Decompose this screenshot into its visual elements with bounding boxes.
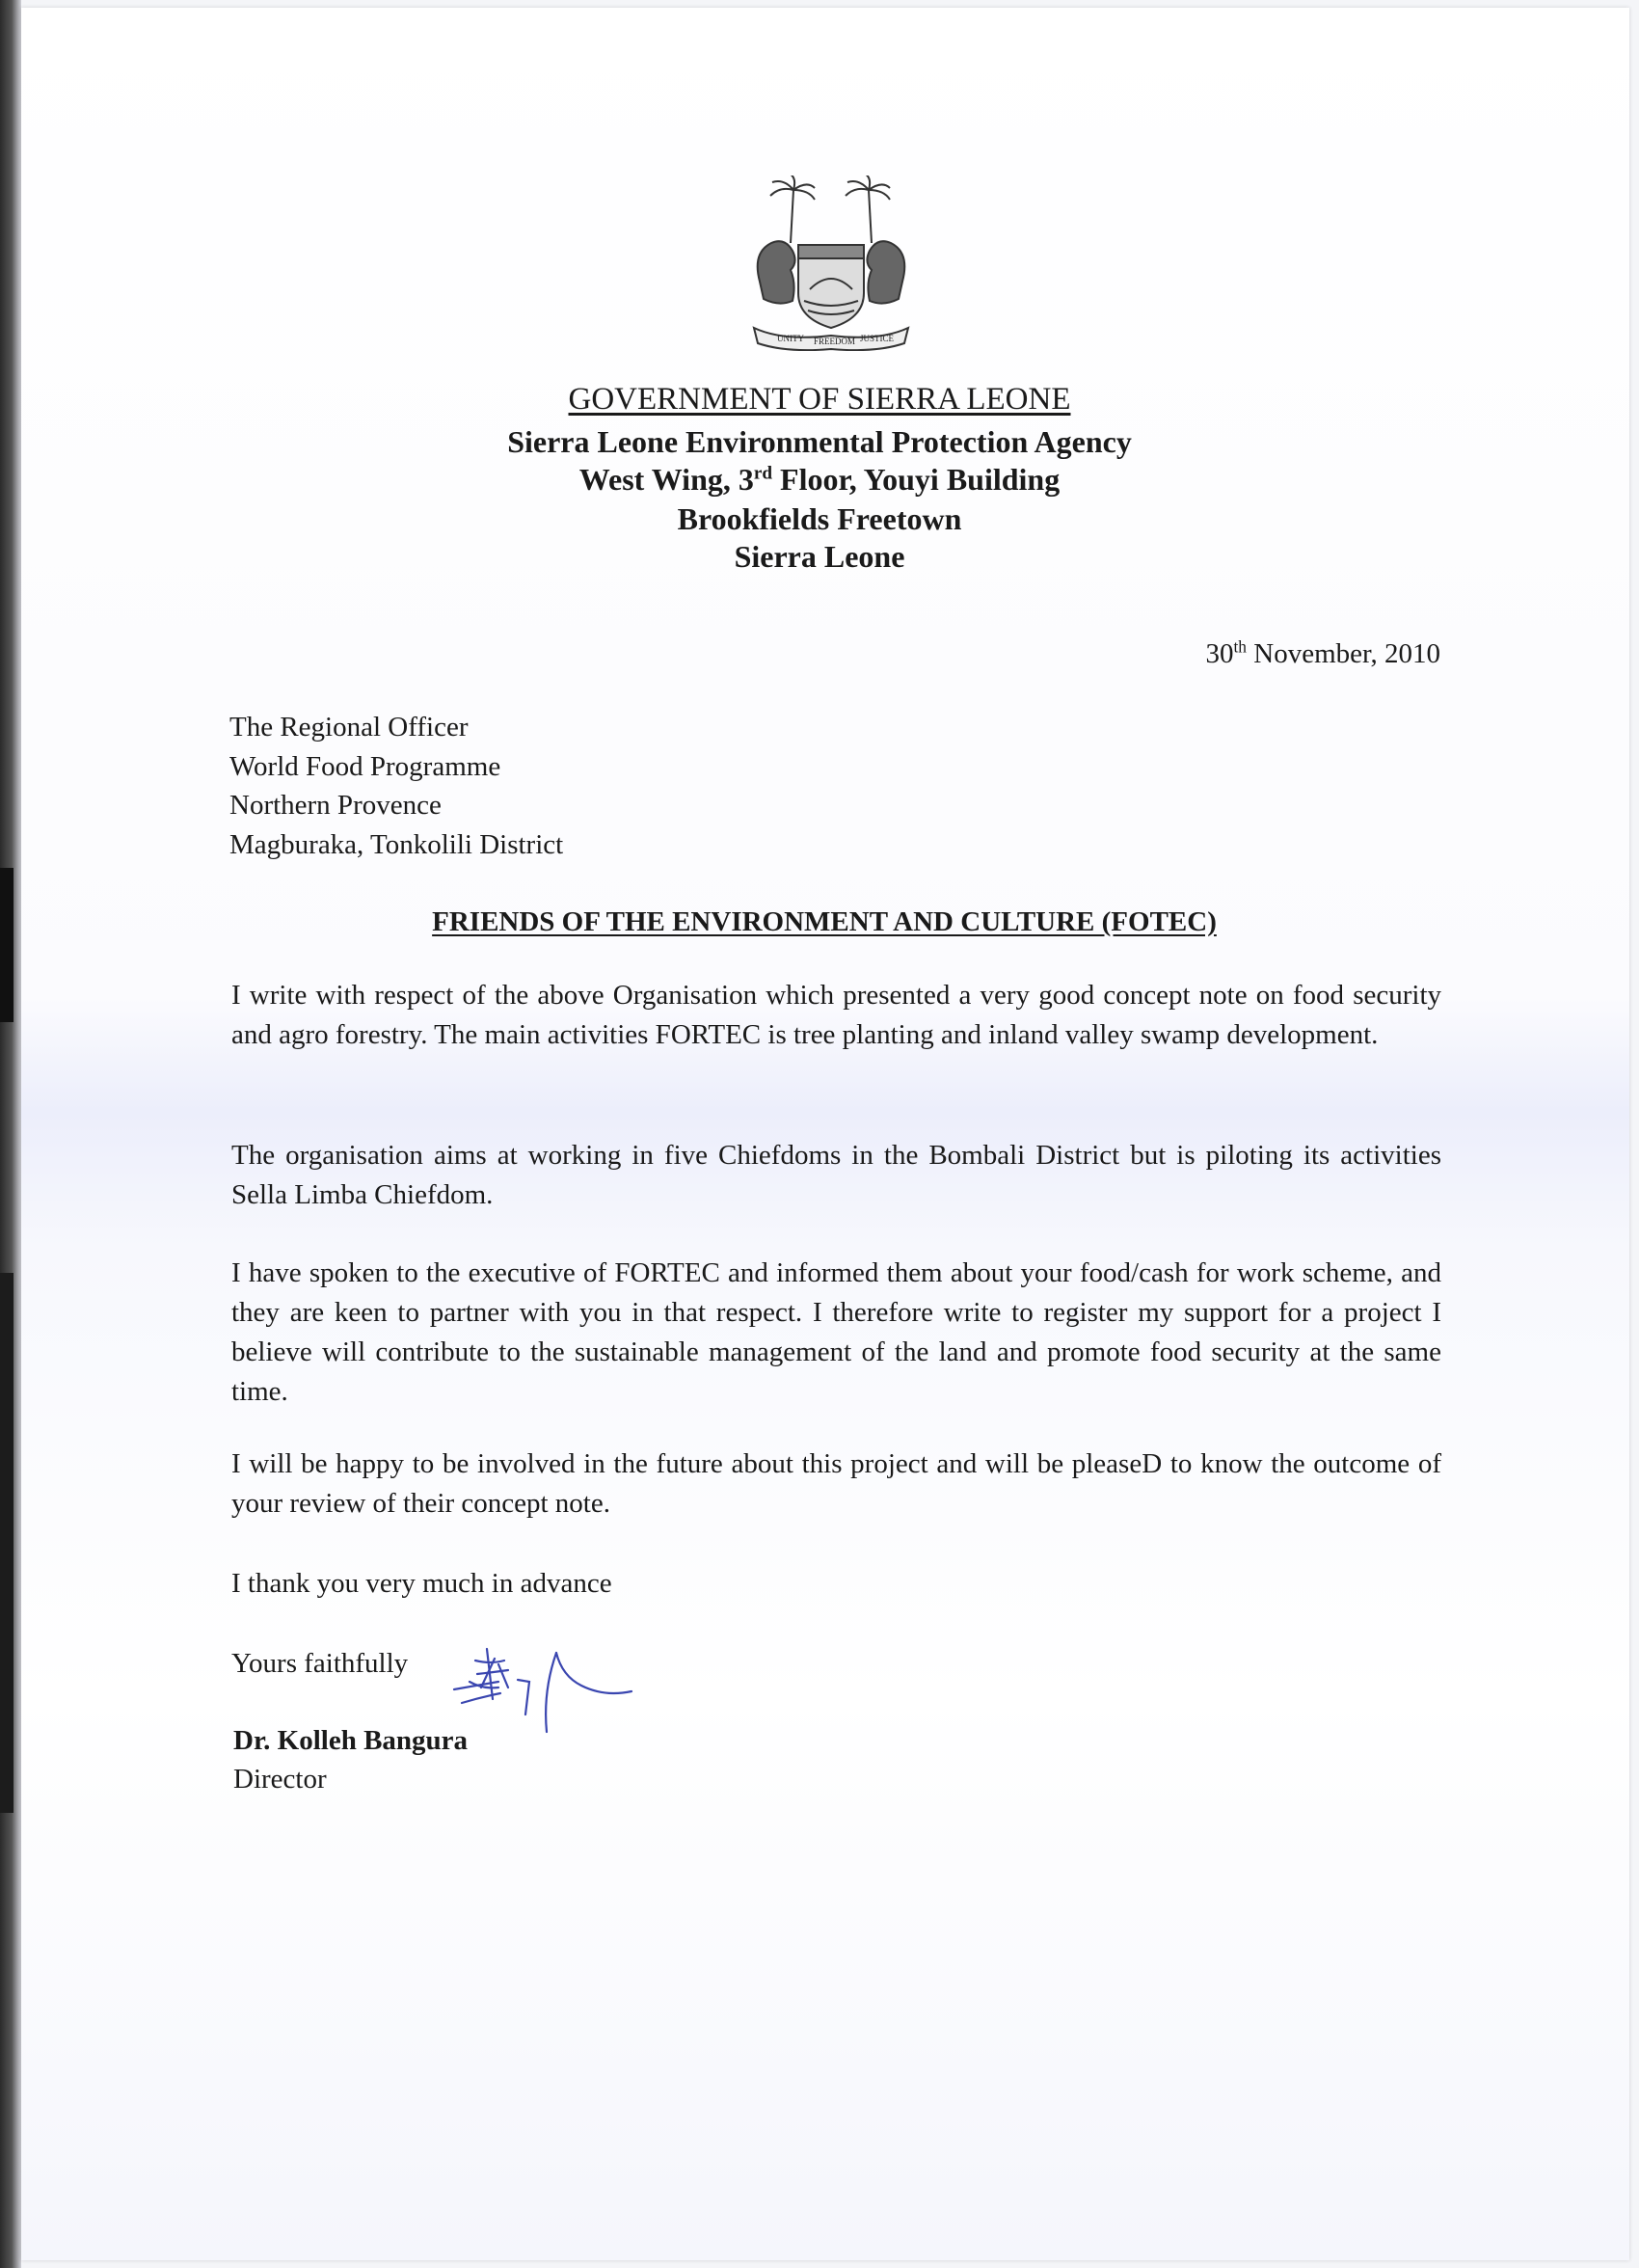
- body-paragraph: I have spoken to the executive of FORTEC and informed them about your food/cash for work scheme, and they are keen to partner with you in that respect. I therefore write to register my support for a project I believe will contribute to the sustainable management of the land and promote food security at the same time.: [231, 1257, 1441, 1407]
- coat-of-arms-icon: [740, 176, 922, 351]
- letterhead-city: Brookfields Freetown: [677, 501, 962, 536]
- scanner-edge: [0, 0, 21, 2268]
- crest-motto-unity: UNITY: [777, 334, 804, 343]
- letterhead-title: GOVERNMENT OF SIERRA LEONE: [568, 382, 1071, 417]
- crest-motto-freedom: FREEDOM: [814, 337, 856, 346]
- signer-name: Dr. Kolleh Bangura: [233, 1725, 469, 1756]
- letterhead-country: Sierra Leone: [734, 539, 905, 574]
- recipient-line: Northern Provence: [229, 790, 442, 821]
- closing-sign-off: Yours faithfully: [231, 1648, 409, 1679]
- closing-thanks: I thank you very much in advance: [231, 1568, 612, 1599]
- recipient-line: World Food Programme: [229, 751, 501, 782]
- letterhead-address: West Wing, 3rd Floor, Youyi Building: [578, 462, 1061, 497]
- signer-title: Director: [233, 1764, 327, 1795]
- letter-date: 30th November, 2010: [1205, 636, 1440, 669]
- letterhead-agency: Sierra Leone Environmental Protection Agency: [507, 424, 1132, 459]
- body-paragraph: The organisation aims at working in five Chiefdoms in the Bombali District but is piloting its activities Sella Limba Chiefdom.: [231, 1140, 1441, 1210]
- body-paragraph: I write with respect of the above Organisation which presented a very good concept note on food security and agro forestry. The main activities FORTEC is tree planting and inland valley swamp development.: [231, 980, 1441, 1050]
- crest-motto-justice: JUSTICE: [860, 334, 895, 343]
- body-paragraph: I will be happy to be involved in the future about this project and will be pleaseD to know the outcome of your review of their concept note.: [231, 1448, 1441, 1519]
- handwritten-signature: [448, 1620, 660, 1745]
- recipient-line: The Regional Officer: [229, 712, 469, 742]
- recipient-line: Magburaka, Tonkolili District: [229, 829, 564, 860]
- letter-subject: FRIENDS OF THE ENVIRONMENT AND CULTURE (FOTEC): [432, 906, 1217, 937]
